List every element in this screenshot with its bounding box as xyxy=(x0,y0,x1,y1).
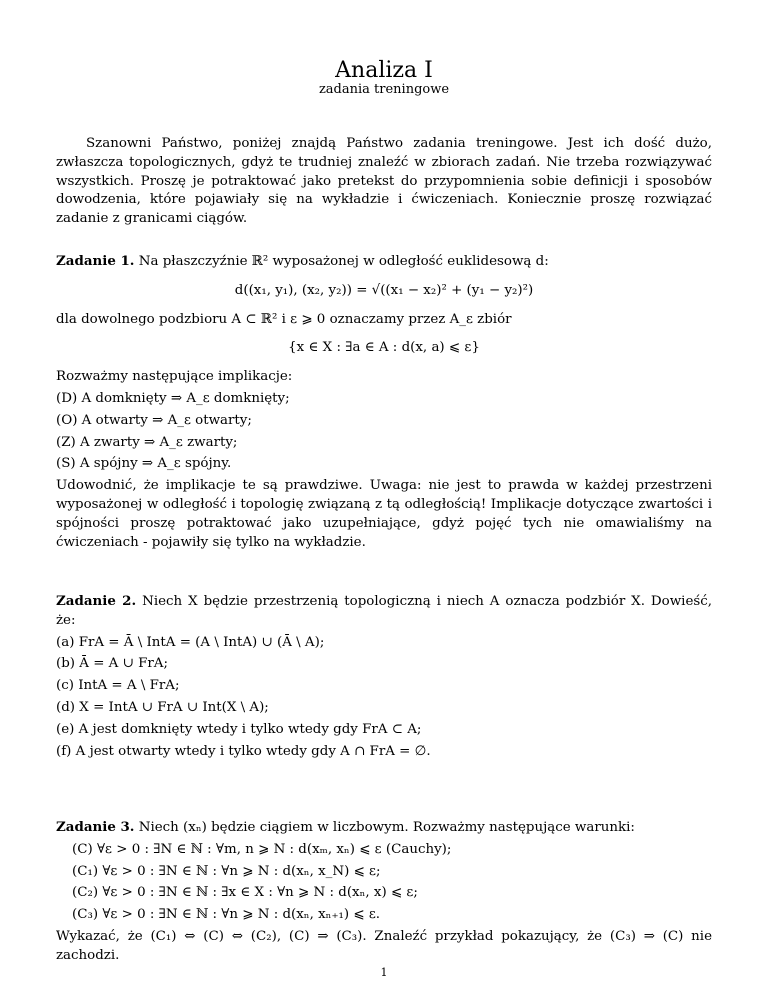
task-3-condition: (C₃) ∀ε > 0 : ∃N ∈ ℕ : ∀n ⩾ N : d(xₙ, xₙ₊₁) ⩽ ε. xyxy=(72,907,381,923)
task-3-heading: Zadanie 3. xyxy=(56,819,135,835)
task-1-item: (Z) A zwarty ⇒ A_ε zwarty; xyxy=(56,434,238,450)
task-3-statement xyxy=(56,818,712,838)
task-2-statement xyxy=(56,592,712,631)
task-2-item: (d) X = IntA ∪ FrA ∪ Int(X \ A); xyxy=(56,699,269,715)
task-2-item: (f) A jest otwarty wtedy i tylko wtedy gdy A ∩ FrA = ∅. xyxy=(56,743,431,759)
task-2-heading: Zadanie 2. xyxy=(56,593,137,609)
task-1-formula-set: {x ∈ X : ∃a ∈ A : d(x, a) ⩽ ε} xyxy=(288,340,480,356)
task-1-formula-distance: d((x₁, y₁), (x₂, y₂)) = √((x₁ − x₂)² + (y₁ − y₂)²) xyxy=(234,282,534,298)
task-1-text-2: dla dowolnego podzbioru A ⊂ ℝ² i ε ⩾ 0 oznaczamy przez A_ε zbiór xyxy=(56,311,512,327)
page-subtitle: zadania treningowe xyxy=(318,82,450,97)
task-1-item: (O) A otwarty ⇒ A_ε otwarty; xyxy=(56,412,252,428)
task-1-item: (D) A domknięty ⇒ A_ε domknięty; xyxy=(56,390,290,406)
task-1-statement xyxy=(56,252,712,272)
task-1-text: Na płaszczyźnie ℝ² wyposażonej w odległość euklidesową d: xyxy=(138,254,549,269)
task-1-text-3: Rozważmy następujące implikacje: xyxy=(56,369,293,385)
task-2-text: Niech X będzie przestrzenią topologiczną i niech A oznacza podzbiór X. Dowieść, że: xyxy=(56,594,712,628)
task-2-item: (b) Ā = A ∪ FrA; xyxy=(56,656,168,672)
task-3 xyxy=(56,818,712,966)
task-3-condition: (C) ∀ε > 0 : ∃N ∈ ℕ : ∀m, n ⩾ N : d(xₘ, xₙ) ⩽ ε (Cauchy); xyxy=(72,841,452,857)
page-title: Analiza I xyxy=(335,58,433,83)
task-1-text-4: Udowodnić, że implikacje te są prawdziwe. Uwaga: nie jest to prawda w każdej przestrzeni wyposażonej w odległość i topologię związaną z tą odległością! Implikacje dotyczące zwartości i spójności proszę potraktować jako uzupełniające, gdyż pojęć tych nie omawialiśmy na ćwiczeniach - pojawiły się tylko na wykładzie. xyxy=(56,478,712,550)
task-3-text: Niech (xₙ) będzie ciągiem w liczbowym. Rozważmy następujące warunki: xyxy=(138,820,635,835)
task-3-condition: (C₁) ∀ε > 0 : ∃N ∈ ℕ : ∀n ⩾ N : d(xₙ, x_N) ⩽ ε; xyxy=(72,863,381,879)
task-2-item: (e) A jest domknięty wtedy i tylko wtedy gdy FrA ⊂ A; xyxy=(56,721,422,737)
task-2 xyxy=(56,592,712,764)
intro-paragraph: Szanowni Państwo, poniżej znajdą Państwo zadania treningowe. Jest ich dość dużo, zwłaszcza topologicznych, gdyż te trudniej znaleźć w zbiorach zadań. Nie trzeba rozwiązywać wszystkich. Proszę je potraktować jako pretekst do przypomnienia sobie definicji i sposobów dowodzenia, które pojawiały się na wykładzie i ćwiczeniach. Koniecznie proszę rozwiązać zadanie z granicami ciągów. xyxy=(56,136,712,227)
task-1-item: (S) A spójny ⇒ A_ε spójny. xyxy=(56,456,232,472)
task-2-item: (c) IntA = A \ FrA; xyxy=(56,678,180,694)
task-3-text-2: Wykazać, że (C₁) ⇔ (C) ⇔ (C₂), (C) ⇒ (C₃). Znaleźć przykład pokazujący, że (C₃) ⇒ (C) nie zachodzi. xyxy=(56,928,712,963)
task-1-heading: Zadanie 1. xyxy=(56,253,135,269)
task-2-item: (a) FrA = Ā \ IntA = (A \ IntA) ∪ (Ā \ A); xyxy=(56,634,325,650)
task-3-condition: (C₂) ∀ε > 0 : ∃N ∈ ℕ : ∃x ∈ X : ∀n ⩾ N : d(xₙ, x) ⩽ ε; xyxy=(72,885,418,901)
task-1 xyxy=(56,252,712,552)
page-number: 1 xyxy=(380,966,388,979)
